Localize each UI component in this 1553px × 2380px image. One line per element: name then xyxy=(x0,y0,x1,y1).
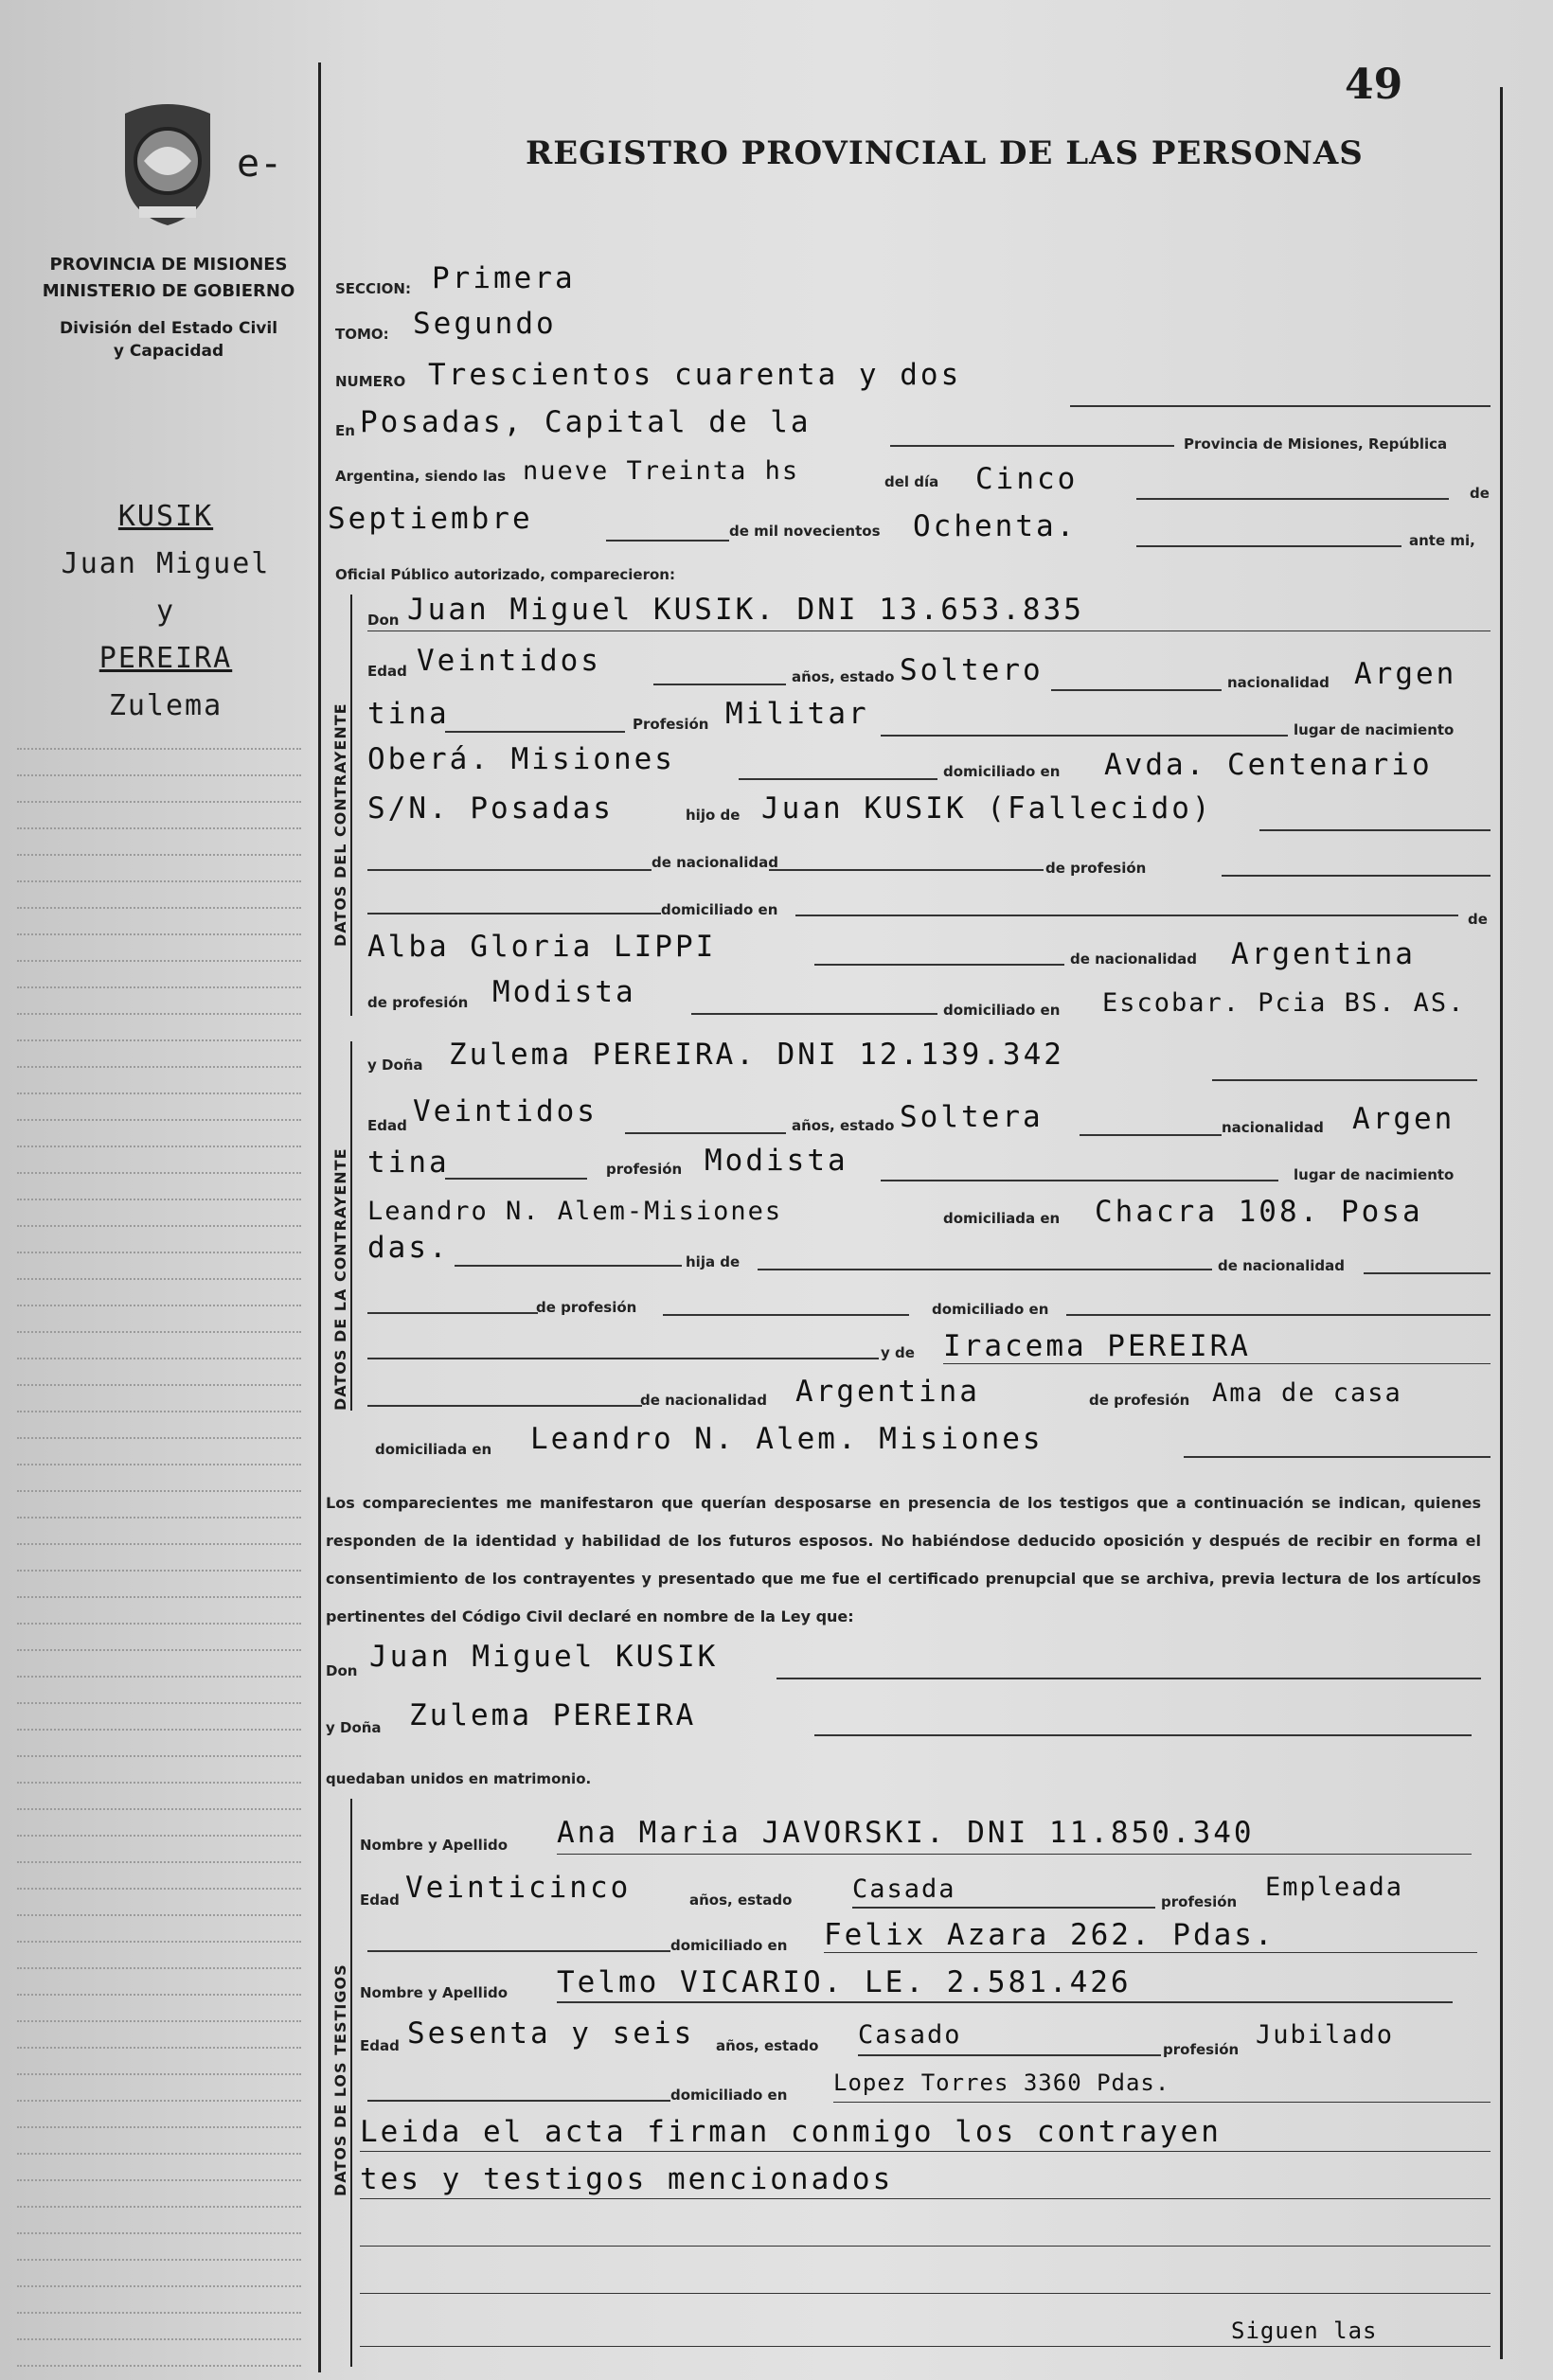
margin-name-groom: Juan Miguel xyxy=(61,547,271,580)
margin-dotted-line xyxy=(17,1861,301,1863)
groom-de-nac-label: de nacionalidad xyxy=(652,854,778,871)
margin-dotted-line xyxy=(17,1199,301,1200)
margin-dotted-line xyxy=(17,2073,301,2075)
groom-profesion-label: Profesión xyxy=(633,716,709,733)
w2-anos-label: años, estado xyxy=(716,2037,819,2054)
decl-don-line xyxy=(776,1678,1481,1679)
closing-line-2: tes y testigos mencionados xyxy=(360,2162,894,2196)
seccion-value: Primera xyxy=(432,261,576,295)
groom-line-a xyxy=(367,869,652,871)
margin-dotted-line xyxy=(17,2285,301,2287)
groom-madre-nac: Argentina xyxy=(1231,937,1416,971)
bride-domic-b: das. xyxy=(367,1231,450,1265)
mes-value: Septiembre xyxy=(328,502,533,536)
margin-dotted-line xyxy=(17,1967,301,1969)
closing-line-1: Leida el acta firman conmigo los contrayen xyxy=(360,2115,1222,2149)
bride-edad-label: Edad xyxy=(367,1117,407,1134)
w1-edad-label: Edad xyxy=(360,1892,400,1909)
numero-line xyxy=(1070,405,1491,407)
margin-dotted-line xyxy=(17,1676,301,1678)
groom-madre-line xyxy=(814,964,1064,966)
hora-value: nueve Treinta hs xyxy=(523,456,800,486)
bride-prof-label: profesión xyxy=(606,1161,683,1178)
side-label-witnesses: DATOS DE LOS TESTIGOS xyxy=(331,1963,349,2196)
bride-lugar-label: lugar de nacimiento xyxy=(1294,1166,1455,1183)
decl-don-label: Don xyxy=(326,1662,358,1679)
groom-edad-label: Edad xyxy=(367,663,407,680)
margin-dotted-line xyxy=(17,1464,301,1465)
w2-age: Sesenta y seis xyxy=(407,2016,695,2051)
groom-nac-b-line xyxy=(445,731,625,733)
w1-estado: Casada xyxy=(852,1874,956,1904)
margin-dotted-line xyxy=(17,1172,301,1174)
groom-nac-b: tina xyxy=(367,697,450,731)
margin-dotted-line xyxy=(17,2100,301,2102)
bride-line-f xyxy=(1066,1314,1491,1316)
margin-dotted-line xyxy=(17,2338,301,2340)
closing-line-1-rule xyxy=(360,2151,1491,2152)
groom-line-b xyxy=(769,869,1044,871)
margin-dotted-line xyxy=(17,2206,301,2208)
tomo-value: Segundo xyxy=(413,307,557,341)
groom-domic2-label: domiciliado en xyxy=(661,901,778,918)
margin-conjunction: y xyxy=(155,595,176,628)
groom-estado: Soltero xyxy=(900,653,1044,687)
bride-domic-label: domiciliada en xyxy=(943,1210,1061,1227)
bride-madre-domic-label: domiciliada en xyxy=(375,1441,492,1458)
margin-dotted-line xyxy=(17,2020,301,2022)
groom-box-line xyxy=(350,595,352,1016)
mes-line xyxy=(606,540,729,542)
declaration-paragraph: Los comparecientes me manifestaron que querían desposarse en presencia de los testigos que a continuación se indican, quienes responden de la identidad y habilidad de los futuros esposos. No habiéndose deducido oposición y después de recibir en forma el consentimiento de los contrayentes y presentado que me fue el certificado prenupcial que se archiva, previa lectura de los artículos pertinentes del Código Civil declaré en nombre de la Ley que: xyxy=(326,1494,1481,1625)
anio-line xyxy=(1136,545,1401,547)
w1-line-a xyxy=(367,1950,670,1952)
bride-madre-prof: Ama de casa xyxy=(1212,1378,1402,1408)
w2-edad-label: Edad xyxy=(360,2037,400,2054)
groom-domic-a: Avda. Centenario xyxy=(1104,748,1433,782)
bride-hija-label: hija de xyxy=(686,1253,741,1270)
bride-de-prof-label: de profesión xyxy=(536,1299,637,1316)
margin-dotted-line xyxy=(17,1782,301,1784)
bride-domic2-label: domiciliado en xyxy=(932,1301,1049,1318)
margin-dotted-line xyxy=(17,2179,301,2181)
groom-madre-domic-label: domiciliado en xyxy=(943,1002,1061,1019)
groom-line-c xyxy=(1222,875,1491,877)
decl-dona-value: Zulema PEREIRA xyxy=(409,1698,697,1732)
w1-name: Ana Maria JAVORSKI. DNI 11.850.340 xyxy=(557,1816,1255,1850)
margin-dotted-line xyxy=(17,1146,301,1147)
groom-lugar: Oberá. Misiones xyxy=(367,742,675,776)
ministry-label: MINISTERIO DE GOBIERNO xyxy=(42,281,295,301)
w2-estado-line xyxy=(858,2054,1161,2056)
w2-nombre-label: Nombre y Apellido xyxy=(360,1984,509,2001)
bride-madre-line xyxy=(943,1363,1491,1364)
w2-profesion: Jubilado xyxy=(1256,2020,1395,2050)
bride-dona-label: y Doña xyxy=(367,1057,423,1074)
right-margin-line xyxy=(1500,87,1503,2359)
bride-estado-line xyxy=(1080,1134,1222,1136)
del-dia-label: del día xyxy=(884,473,939,490)
groom-madre-nac-label: de nacionalidad xyxy=(1070,950,1197,968)
w1-domicilio: Felix Azara 262. Pdas. xyxy=(824,1918,1276,1952)
margin-surname-bride: PEREIRA xyxy=(98,642,233,675)
margin-dotted-line xyxy=(17,2232,301,2234)
margin-dotted-line xyxy=(17,2126,301,2128)
margin-dotted-line xyxy=(17,1755,301,1757)
margin-dotted-line xyxy=(17,1066,301,1068)
margin-dotted-line xyxy=(17,960,301,962)
blank-line-2 xyxy=(360,2293,1491,2294)
division-label: División del Estado Civil xyxy=(59,319,278,338)
bride-age-line xyxy=(625,1132,786,1134)
bride-madre-prof-label: de profesión xyxy=(1089,1392,1190,1409)
en-label: En xyxy=(335,422,355,439)
margin-dotted-line xyxy=(17,933,301,935)
bride-line-e xyxy=(663,1314,909,1316)
groom-padre-line xyxy=(1259,829,1491,831)
margin-dotted-line xyxy=(17,801,301,803)
groom-profesion: Militar xyxy=(725,697,869,731)
groom-age: Veintidos xyxy=(417,644,601,678)
bride-profesion: Modista xyxy=(705,1144,848,1178)
margin-dotted-line xyxy=(17,2047,301,2049)
decl-don-value: Juan Miguel KUSIK xyxy=(369,1640,719,1674)
groom-madre: Alba Gloria LIPPI xyxy=(367,930,717,964)
margin-dotted-line xyxy=(17,1384,301,1386)
blank-line-1 xyxy=(360,2246,1491,2247)
bride-nac-b: tina xyxy=(367,1146,450,1180)
margin-dotted-line xyxy=(17,1888,301,1890)
groom-de-prof-label: de profesión xyxy=(1045,860,1147,877)
bride-y-de-label: y de xyxy=(881,1344,915,1361)
margin-dotted-line xyxy=(17,1411,301,1412)
margin-dotted-line xyxy=(17,880,301,882)
groom-madre-prof-line xyxy=(691,1013,937,1015)
w1-estado-line xyxy=(852,1907,1155,1909)
w2-name-line xyxy=(557,2001,1453,2003)
left-margin-line xyxy=(318,62,321,2372)
bride-anos-label: años, estado xyxy=(792,1117,895,1134)
unidos-label: quedaban unidos en matrimonio. xyxy=(326,1770,592,1787)
margin-dotted-line xyxy=(17,1941,301,1943)
w2-domic-label: domiciliado en xyxy=(670,2087,788,2104)
seccion-label: SECCION: xyxy=(335,280,411,297)
page-title: REGISTRO PROVINCIAL DE LAS PERSONAS xyxy=(526,134,1364,172)
argentina-label: Argentina, siendo las xyxy=(335,468,507,485)
margin-dotted-line xyxy=(17,1596,301,1598)
margin-dotted-line xyxy=(17,1808,301,1810)
lugar-line xyxy=(890,445,1174,447)
province-label: PROVINCIA DE MISIONES xyxy=(49,255,288,275)
bride-nac-b-line xyxy=(445,1178,587,1180)
groom-line-e xyxy=(795,915,1458,916)
margin-dotted-line xyxy=(17,1252,301,1253)
bride-line-g xyxy=(367,1358,879,1359)
w2-estado: Casado xyxy=(858,2020,962,2050)
w1-name-line xyxy=(557,1854,1472,1855)
bride-domic-a: Chacra 108. Posa xyxy=(1095,1195,1423,1229)
bride-line-h xyxy=(367,1405,642,1407)
bride-madre-nac: Argentina xyxy=(795,1375,980,1409)
groom-hijo-label: hijo de xyxy=(686,807,741,824)
margin-dotted-line xyxy=(17,1729,301,1731)
margin-dotted-line xyxy=(17,1225,301,1227)
groom-madre-prof: Modista xyxy=(492,975,636,1009)
margin-dotted-line xyxy=(17,1331,301,1333)
provincia-label: Provincia de Misiones, República xyxy=(1184,435,1448,453)
numero-value: Trescientos cuarenta y dos xyxy=(428,358,962,392)
margin-dotted-line xyxy=(17,774,301,776)
groom-prof-line xyxy=(881,735,1288,737)
bride-name-line xyxy=(1212,1079,1477,1081)
groom-anos-label: años, estado xyxy=(792,668,895,685)
margin-dotted-line xyxy=(17,1305,301,1306)
numero-label: NUMERO xyxy=(335,373,406,390)
w2-domic-line xyxy=(833,2102,1491,2103)
margin-surname-groom: KUSIK xyxy=(117,500,214,533)
margin-dotted-line xyxy=(17,1039,301,1041)
w1-anos-label: años, estado xyxy=(689,1892,793,1909)
decl-dona-label: y Doña xyxy=(326,1719,382,1736)
margin-dotted-line xyxy=(17,1835,301,1837)
margin-dotted-line xyxy=(17,1543,301,1545)
w1-prof-label: profesión xyxy=(1161,1893,1238,1910)
margin-dotted-line xyxy=(17,1649,301,1651)
w2-prof-label: profesión xyxy=(1163,2041,1240,2058)
margin-dotted-line xyxy=(17,907,301,909)
bride-box-line xyxy=(350,1041,352,1411)
groom-domic-label: domiciliado en xyxy=(943,763,1061,780)
w1-age: Veinticinco xyxy=(405,1871,632,1905)
tomo-label: TOMO: xyxy=(335,326,389,343)
margin-dotted-line xyxy=(17,1994,301,1996)
margin-dotted-line xyxy=(17,1119,301,1121)
closing-line-2-rule xyxy=(360,2198,1491,2199)
bride-line-a xyxy=(455,1265,682,1267)
w1-domic-line xyxy=(824,1952,1477,1953)
margin-dotted-line xyxy=(17,1013,301,1015)
groom-lugar-line xyxy=(739,778,937,780)
signature-line xyxy=(360,2346,1491,2347)
bride-estado: Soltera xyxy=(900,1100,1044,1134)
side-label-bride: DATOS DE LA CONTRAYENTE xyxy=(331,1147,349,1411)
groom-estado-line xyxy=(1051,689,1222,691)
groom-madre-domic: Escobar. Pcia BS. AS. xyxy=(1102,988,1466,1018)
w1-profesion: Empleada xyxy=(1265,1873,1404,1902)
witness-box-line xyxy=(350,1799,352,2367)
bride-madre: Iracema PEREIRA xyxy=(943,1329,1251,1363)
groom-domic-b: S/N. Posadas xyxy=(367,791,614,826)
groom-madre-prof-label: de profesión xyxy=(367,994,469,1011)
w2-name: Telmo VICARIO. LE. 2.581.426 xyxy=(557,1965,1132,1999)
margin-dotted-line xyxy=(17,1358,301,1359)
bride-madre-nac-label: de nacionalidad xyxy=(640,1392,767,1409)
margin-dotted-line xyxy=(17,2365,301,2367)
margin-dotted-line xyxy=(17,2259,301,2261)
groom-name: Juan Miguel KUSIK. DNI 13.653.835 xyxy=(407,593,1084,627)
division-label-2: y Capacidad xyxy=(113,342,224,361)
bride-name: Zulema PEREIRA. DNI 12.139.342 xyxy=(449,1038,1064,1072)
margin-dotted-line xyxy=(17,1278,301,1280)
margin-dotted-line xyxy=(17,1623,301,1625)
margin-dotted-line xyxy=(17,854,301,856)
bride-line-b xyxy=(758,1269,1212,1270)
lugar-value: Posadas, Capital de la xyxy=(360,405,812,439)
w2-domicilio: Lopez Torres 3360 Pdas. xyxy=(833,2069,1170,2096)
margin-dotted-line xyxy=(17,1914,301,1916)
margin-dotted-line xyxy=(17,827,301,829)
margin-dotted-line xyxy=(17,986,301,988)
groom-nac-label: nacionalidad xyxy=(1227,674,1330,691)
margin-dotted-line xyxy=(17,1517,301,1519)
bride-line-c xyxy=(1364,1272,1491,1274)
margin-dotted-line xyxy=(17,2312,301,2314)
groom-age-line xyxy=(653,684,786,685)
margin-dotted-line xyxy=(17,2153,301,2155)
de-mil-label: de mil novecientos xyxy=(729,523,881,540)
bride-de-nac-label: de nacionalidad xyxy=(1218,1257,1345,1274)
de-label: de xyxy=(1470,485,1490,502)
groom-don-label: Don xyxy=(367,612,400,629)
bride-prof-line xyxy=(881,1180,1278,1181)
page-number: 49 xyxy=(1345,61,1403,109)
w1-nombre-label: Nombre y Apellido xyxy=(360,1837,509,1854)
bride-madre-domic: Leandro N. Alem. Misiones xyxy=(530,1422,1044,1456)
groom-lugar-label: lugar de nacimiento xyxy=(1294,721,1455,738)
side-label-groom: DATOS DEL CONTRAYENTE xyxy=(331,702,349,947)
dia-line xyxy=(1136,498,1449,500)
margin-dotted-line xyxy=(17,748,301,750)
decl-dona-line xyxy=(814,1734,1472,1736)
margin-name-bride: Zulema xyxy=(108,689,223,722)
margin-dotted-line xyxy=(17,1702,301,1704)
margin-dotted-line xyxy=(17,1437,301,1439)
margin-dotted-line xyxy=(17,1570,301,1572)
ante-mi-label: ante mi, xyxy=(1409,532,1475,549)
w2-line-a xyxy=(367,2100,670,2102)
bride-nac-label: nacionalidad xyxy=(1222,1119,1324,1136)
dia-value: Cinco xyxy=(975,462,1079,496)
bride-line-d xyxy=(367,1312,538,1314)
bride-age: Veintidos xyxy=(413,1094,598,1128)
w1-domic-label: domiciliado en xyxy=(670,1937,788,1954)
anio-value: Ochenta. xyxy=(913,509,1078,543)
oficial-label: Oficial Público autorizado, comparecieron: xyxy=(335,566,675,583)
groom-padre: Juan KUSIK (Fallecido) xyxy=(761,791,1213,826)
coat-of-arms-icon xyxy=(106,95,229,227)
signature: Siguen las xyxy=(1231,2318,1378,2344)
margin-dotted-line xyxy=(17,1092,301,1094)
groom-line-d xyxy=(367,913,661,915)
bride-nac-a: Argen xyxy=(1352,1102,1455,1136)
bride-madre-domic-line xyxy=(1184,1456,1491,1458)
margin-dotted-line xyxy=(17,1490,301,1492)
groom-nac-a: Argen xyxy=(1354,657,1457,691)
bride-lugar: Leandro N. Alem-Misiones xyxy=(367,1197,783,1226)
seal-scribble: e- xyxy=(237,142,283,186)
groom-de2-label: de xyxy=(1468,911,1488,928)
